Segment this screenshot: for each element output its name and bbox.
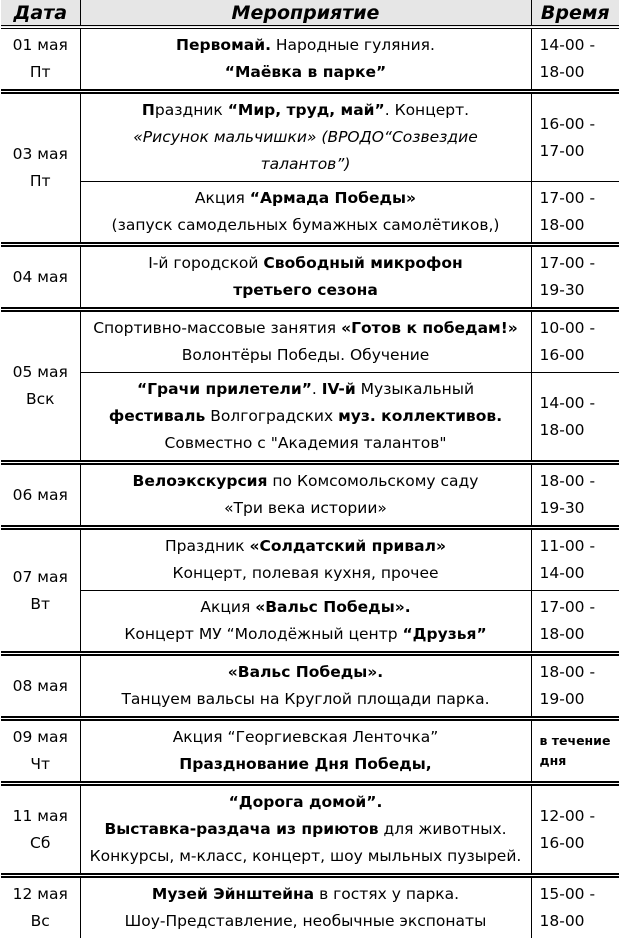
event-title: “Армада Победы» — [250, 189, 416, 207]
event-cell — [80, 182, 531, 245]
time-end: 19-00 — [540, 686, 618, 713]
event-title: Свободный микрофон — [263, 254, 462, 272]
time-start: 16-00 - — [540, 111, 618, 138]
time-start: 18-00 - — [540, 659, 618, 686]
event-line: Волонтёры Победы. Обучение — [83, 342, 529, 369]
event-line — [83, 376, 529, 403]
event-text: муз. коллективов. — [338, 407, 502, 425]
event-line: «Три века истории» — [83, 495, 529, 522]
time-start: 17-00 - — [540, 250, 618, 277]
date-cell — [1, 528, 80, 654]
event-line: талантов”) — [83, 151, 529, 178]
event-text: Праздник — [165, 537, 249, 555]
weekday-text: Вт — [3, 591, 78, 618]
time-end: 19-30 — [540, 495, 618, 522]
event-text: Музыкальный — [356, 380, 474, 398]
event-line — [83, 468, 529, 495]
time-end: 14-00 — [540, 560, 618, 587]
event-text: Народные гуляния. — [271, 36, 435, 54]
header-event: Мероприятие — [80, 0, 531, 27]
table-row — [1, 463, 619, 528]
date-cell — [1, 654, 80, 719]
time-cell — [531, 373, 619, 463]
event-text: в гостях у парка. — [314, 885, 459, 903]
time-start: 10-00 - — [540, 315, 618, 342]
event-line — [83, 881, 529, 908]
header-row — [1, 0, 619, 27]
event-line: Концерт, полевая кухня, прочее — [83, 560, 529, 587]
event-text: . — [312, 380, 322, 398]
date-text: 01 мая — [3, 32, 78, 59]
time-end: 17-00 — [540, 138, 618, 165]
schedule-table — [1, 0, 619, 938]
date-text: 07 мая — [3, 564, 78, 591]
time-end: 19-30 — [540, 277, 618, 304]
weekday-text: Вс — [3, 908, 78, 935]
event-line: третьего сезона — [83, 277, 529, 304]
table-row — [1, 92, 619, 182]
event-cell — [80, 310, 531, 373]
time-cell — [531, 719, 619, 784]
date-cell — [1, 463, 80, 528]
event-cell — [80, 463, 531, 528]
event-text: IV-й — [322, 380, 356, 398]
time-end: 18-00 — [540, 908, 618, 935]
event-cell — [80, 245, 531, 310]
date-cell — [1, 876, 80, 938]
time-start: 18-00 - — [540, 468, 618, 495]
event-text: для животных. — [379, 820, 507, 838]
event-line: (запуск самодельных бумажных самолётиков,) — [83, 212, 529, 239]
header-date: Дата — [1, 0, 80, 27]
date-text: 04 мая — [3, 264, 78, 291]
date-text: 11 мая — [3, 803, 78, 830]
event-text: Волгоградских — [205, 407, 338, 425]
event-cell — [80, 876, 531, 938]
event-title: Празднование Дня Победы, — [83, 751, 529, 778]
time-cell — [531, 27, 619, 92]
table-row — [1, 245, 619, 310]
date-cell — [1, 784, 80, 876]
event-text: Акция — [195, 189, 250, 207]
time-cell — [531, 92, 619, 182]
event-text: Спортивно-массовые занятия — [93, 319, 341, 337]
event-cell — [80, 528, 531, 591]
event-cell — [80, 591, 531, 654]
date-text: 08 мая — [3, 673, 78, 700]
event-line: Акция “Георгиевская Ленточка” — [83, 724, 529, 751]
event-text: по Комсомольскому саду — [268, 472, 479, 490]
event-line: «Рисунок мальчишки» (ВРОДО“Созвездие — [83, 124, 529, 151]
table-row — [1, 719, 619, 784]
weekday-text: Пт — [3, 168, 78, 195]
time-start: 17-00 - — [540, 185, 618, 212]
table-row — [1, 591, 619, 654]
time-cell — [531, 310, 619, 373]
date-cell — [1, 245, 80, 310]
event-line — [83, 97, 529, 124]
time-end: 18-00 — [540, 621, 618, 648]
event-text: Акция — [200, 598, 255, 616]
event-line: Совместно с "Академия талантов" — [83, 430, 529, 457]
event-text: фестиваль — [109, 407, 205, 425]
event-line: Танцуем вальсы на Круглой площади парка. — [83, 686, 529, 713]
time-cell — [531, 463, 619, 528]
date-cell — [1, 310, 80, 463]
event-text: раздник — [155, 101, 228, 119]
table-row — [1, 654, 619, 719]
date-text: 12 мая — [3, 881, 78, 908]
time-cell — [531, 591, 619, 654]
date-cell — [1, 27, 80, 92]
event-line — [83, 403, 529, 430]
event-line: Шоу-Представление, необычные экспонаты — [83, 908, 529, 935]
event-cell — [80, 719, 531, 784]
event-line — [83, 594, 529, 621]
weekday-text: Чт — [3, 751, 78, 778]
table-row — [1, 310, 619, 373]
event-cell — [80, 373, 531, 463]
event-title: “Дорога домой”. — [83, 789, 529, 816]
event-cell — [80, 784, 531, 876]
event-line: “Маёвка в парке” — [83, 59, 529, 86]
event-text: Выставка-раздача из приютов — [104, 820, 378, 838]
time-cell — [531, 245, 619, 310]
event-line — [83, 185, 529, 212]
time-start: 14-00 - — [540, 390, 618, 417]
event-title: “Грачи прилетели” — [137, 380, 312, 398]
time-end: 16-00 — [540, 830, 618, 857]
time-cell — [531, 528, 619, 591]
time-start: 12-00 - — [540, 803, 618, 830]
time-cell — [531, 654, 619, 719]
time-start: 17-00 - — [540, 594, 618, 621]
time-end: 18-00 — [540, 59, 618, 86]
time-start: 14-00 - — [540, 32, 618, 59]
header-time: Время — [531, 0, 619, 27]
event-text: “Друзья” — [403, 625, 487, 643]
time-start: 11-00 - — [540, 533, 618, 560]
table-row — [1, 27, 619, 92]
table-row — [1, 784, 619, 876]
event-line — [83, 250, 529, 277]
date-text: 05 мая — [3, 359, 78, 386]
event-cell — [80, 92, 531, 182]
table-row — [1, 876, 619, 938]
date-cell — [1, 719, 80, 784]
table-row — [1, 528, 619, 591]
event-title: «Вальс Победы». — [255, 598, 410, 616]
time-cell — [531, 182, 619, 245]
event-cell — [80, 27, 531, 92]
event-text: I-й городской — [148, 254, 263, 272]
date-text: 03 мая — [3, 141, 78, 168]
event-text: . Концерт. — [385, 101, 469, 119]
weekday-text: Вск — [3, 386, 78, 413]
event-title: Велоэкскурсия — [133, 472, 268, 490]
weekday-text: Сб — [3, 830, 78, 857]
event-line — [83, 315, 529, 342]
event-title: Музей Эйнштейна — [152, 885, 314, 903]
event-title: «Солдатский привал» — [249, 537, 445, 555]
event-line — [83, 816, 529, 843]
time-end: 16-00 — [540, 342, 618, 369]
event-title: “Мир, труд, май” — [228, 101, 385, 119]
table-row — [1, 182, 619, 245]
event-title: Первомай. — [176, 36, 271, 54]
event-text: Концерт МУ “Молодёжный центр — [124, 625, 402, 643]
time-end: дня — [540, 751, 618, 771]
time-end: 18-00 — [540, 417, 618, 444]
time-start: в течение — [540, 731, 618, 751]
time-cell — [531, 876, 619, 938]
event-title: «Готов к победам!» — [341, 319, 518, 337]
date-text: 06 мая — [3, 482, 78, 509]
event-line: Конкурсы, м-класс, концерт, шоу мыльных пузырей. — [83, 843, 529, 870]
event-title: «Вальс Победы». — [83, 659, 529, 686]
time-start: 15-00 - — [540, 881, 618, 908]
event-cell — [80, 654, 531, 719]
event-line — [83, 621, 529, 648]
event-line — [83, 533, 529, 560]
date-cell — [1, 92, 80, 245]
event-text: П — [142, 101, 155, 119]
time-cell — [531, 784, 619, 876]
date-text: 09 мая — [3, 724, 78, 751]
time-end: 18-00 — [540, 212, 618, 239]
weekday-text: Пт — [3, 59, 78, 86]
table-row — [1, 373, 619, 463]
event-line — [83, 32, 529, 59]
